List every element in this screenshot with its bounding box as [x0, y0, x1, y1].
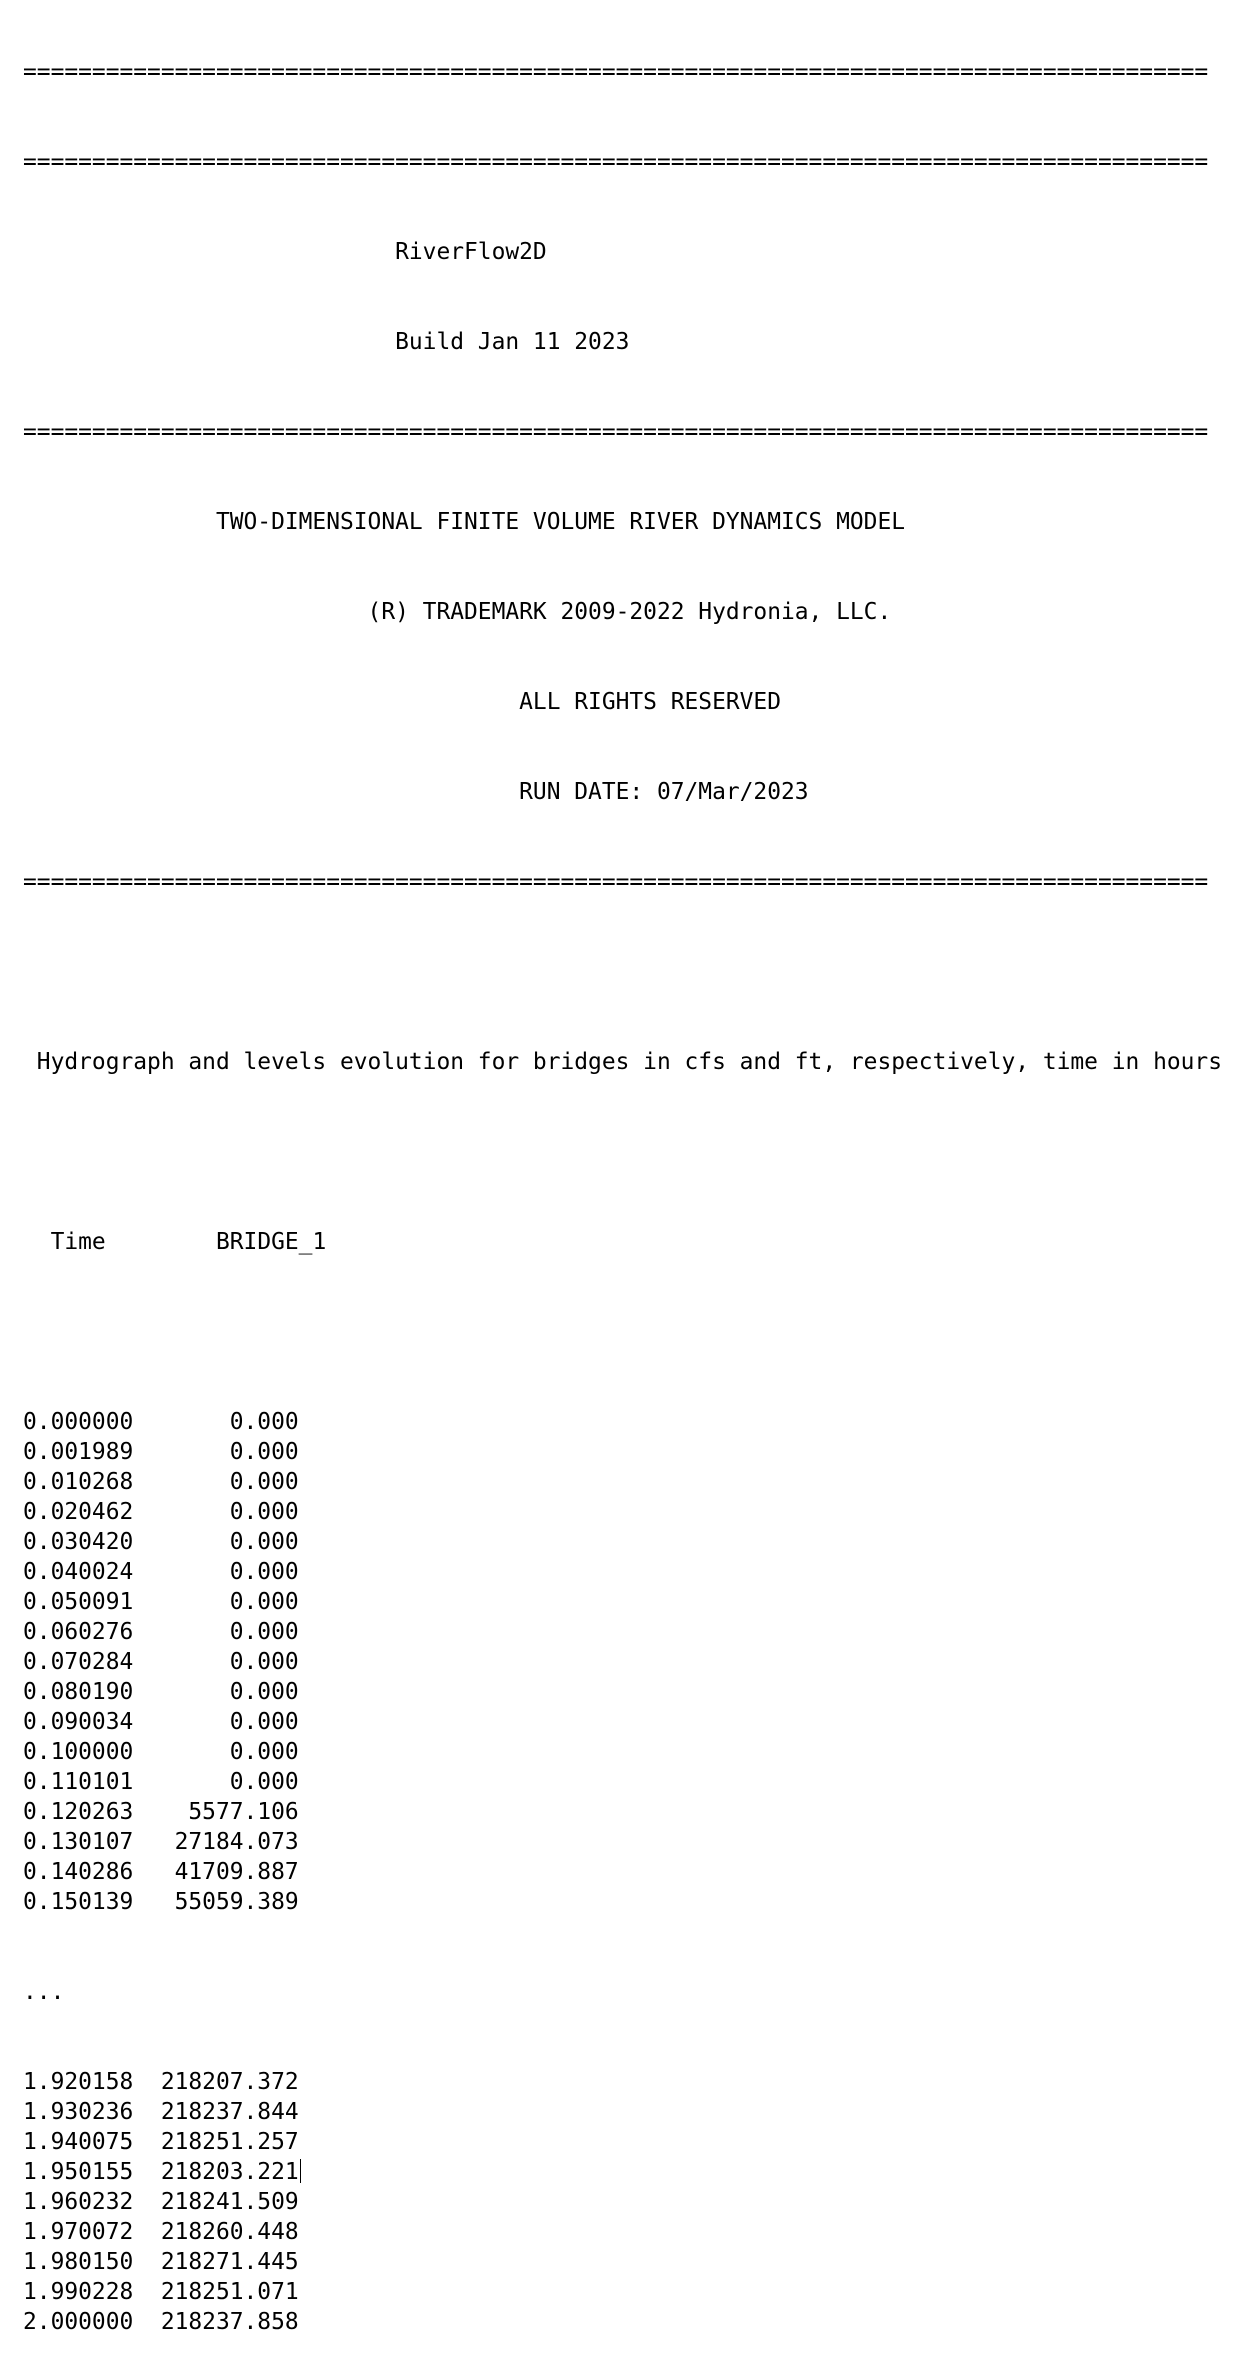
time-value: 0.130107	[23, 1829, 134, 1855]
bridge-value: 0.000	[133, 1529, 299, 1555]
time-value: 0.050091	[23, 1589, 134, 1615]
time-value: 0.120263	[23, 1799, 134, 1825]
table-row	[23, 2307, 1222, 2337]
table-row	[23, 1647, 1222, 1677]
table-row	[23, 2277, 1222, 2307]
time-value: 0.040024	[23, 1559, 134, 1585]
bridge-value: 0.000	[133, 1709, 299, 1735]
time-value: 0.030420	[23, 1529, 134, 1555]
time-value: 0.060276	[23, 1619, 134, 1645]
bridge-value: 218260.448	[133, 2219, 299, 2245]
time-value: 1.990228	[23, 2279, 134, 2305]
time-value: 2.000000	[23, 2309, 134, 2335]
time-value: 0.020462	[23, 1499, 134, 1525]
table-row	[23, 1677, 1222, 1707]
time-value: 0.140286	[23, 1859, 134, 1885]
blank-line	[23, 1317, 1222, 1347]
time-value: 1.920158	[23, 2069, 134, 2095]
description: Hydrograph and levels evolution for bridges in cfs and ft, respectively, time in hours	[36, 1049, 1222, 1075]
time-value: 1.950155	[23, 2159, 134, 2185]
table-row	[23, 2187, 1222, 2217]
bridge-value: 0.000	[133, 1469, 299, 1495]
program-name: RiverFlow2D	[395, 239, 547, 265]
bridge-value: 0.000	[133, 1679, 299, 1705]
separator-line: ======================================================================================	[23, 869, 1209, 895]
pad	[106, 1229, 216, 1255]
separator-line: ======================================================================================	[23, 419, 1209, 445]
bridge-value: 0.000	[133, 1559, 299, 1585]
table-row	[23, 1827, 1222, 1857]
bridge-value: 218207.372	[133, 2069, 299, 2095]
column-header-line	[23, 1227, 1222, 1257]
table-row	[23, 1857, 1222, 1887]
time-value: 0.080190	[23, 1679, 134, 1705]
table-row	[23, 1407, 1222, 1437]
time-value: 0.010268	[23, 1469, 134, 1495]
bridge-value: 0.000	[133, 1409, 299, 1435]
bridge-value: 218251.071	[133, 2279, 299, 2305]
table-row	[23, 1437, 1222, 1467]
bridge-value: 0.000	[133, 1649, 299, 1675]
column-header-time: Time	[50, 1229, 106, 1255]
blank-line	[23, 957, 1222, 987]
pad	[23, 329, 395, 355]
run-date: RUN DATE: 07/Mar/2023	[519, 779, 809, 805]
pad	[23, 1049, 37, 1075]
trademark-line	[23, 597, 1222, 627]
rights-reserved: ALL RIGHTS RESERVED	[519, 689, 781, 715]
bridge-value: 218237.844	[133, 2099, 299, 2125]
time-value: 1.960232	[23, 2189, 134, 2215]
table-row	[23, 1797, 1222, 1827]
ellipsis-line: ...	[23, 1979, 65, 2005]
table-row	[23, 2157, 1222, 2187]
time-value: 0.110101	[23, 1769, 134, 1795]
time-value: 0.100000	[23, 1739, 134, 1765]
bridge-value: 0.000	[133, 1769, 299, 1795]
table-row	[23, 1587, 1222, 1617]
separator-line: ======================================================================================	[23, 149, 1209, 175]
table-row	[23, 2127, 1222, 2157]
time-value: 1.940075	[23, 2129, 134, 2155]
time-value: 1.980150	[23, 2249, 134, 2275]
bridge-value: 0.000	[133, 1739, 299, 1765]
program-name-line	[23, 237, 1222, 267]
bridge-value: 41709.887	[133, 1859, 299, 1885]
time-value: 0.001989	[23, 1439, 134, 1465]
data-rows-tail	[23, 2067, 1222, 2337]
bridge-value: 218251.257	[133, 2129, 299, 2155]
bridge-value: 218241.509	[133, 2189, 299, 2215]
table-row	[23, 2067, 1222, 2097]
bridge-value: 55059.389	[133, 1889, 299, 1915]
pad	[23, 1229, 51, 1255]
table-row	[23, 1707, 1222, 1737]
time-value: 0.070284	[23, 1649, 134, 1675]
model-title-line	[23, 507, 1222, 537]
data-rows-head	[23, 1407, 1222, 1917]
bridge-value: 27184.073	[133, 1829, 299, 1855]
model-title: TWO-DIMENSIONAL FINITE VOLUME RIVER DYNAMICS MODEL	[215, 509, 906, 535]
bridge-value: 0.000	[133, 1499, 299, 1525]
table-row	[23, 2247, 1222, 2277]
text-document[interactable]	[23, 0, 1222, 2367]
table-row	[23, 1467, 1222, 1497]
bridge-value: 0.000	[133, 1589, 299, 1615]
run-date-line	[23, 777, 1222, 807]
table-row	[23, 1767, 1222, 1797]
separator-line: ======================================================================================	[23, 59, 1209, 85]
description-line	[23, 1047, 1222, 1077]
bridge-value: 0.000	[133, 1439, 299, 1465]
table-row	[23, 1497, 1222, 1527]
table-row	[23, 2217, 1222, 2247]
table-row	[23, 1617, 1222, 1647]
time-value: 0.090034	[23, 1709, 134, 1735]
table-row	[23, 1527, 1222, 1557]
bridge-value: 5577.106	[133, 1799, 299, 1825]
table-row	[23, 1557, 1222, 1587]
bridge-value: 218203.221	[133, 2159, 299, 2185]
pad	[23, 779, 519, 805]
pad	[23, 599, 368, 625]
bridge-value: 0.000	[133, 1619, 299, 1645]
blank-line	[23, 1137, 1222, 1167]
column-header-bridge: BRIDGE_1	[215, 1229, 327, 1255]
time-value: 0.150139	[23, 1889, 134, 1915]
bridge-value: 218237.858	[133, 2309, 299, 2335]
bridge-value: 218271.445	[133, 2249, 299, 2275]
pad	[23, 509, 216, 535]
text-cursor	[300, 2159, 301, 2183]
table-row	[23, 1887, 1222, 1917]
build-date: Build Jan 11 2023	[395, 329, 630, 355]
time-value: 1.930236	[23, 2099, 134, 2125]
trademark: (R) TRADEMARK 2009-2022 Hydronia, LLC.	[367, 599, 892, 625]
build-line	[23, 327, 1222, 357]
table-row	[23, 1737, 1222, 1767]
pad	[23, 689, 519, 715]
table-row	[23, 2097, 1222, 2127]
time-value: 0.000000	[23, 1409, 134, 1435]
time-value: 1.970072	[23, 2219, 134, 2245]
rights-line	[23, 687, 1222, 717]
pad	[23, 239, 395, 265]
